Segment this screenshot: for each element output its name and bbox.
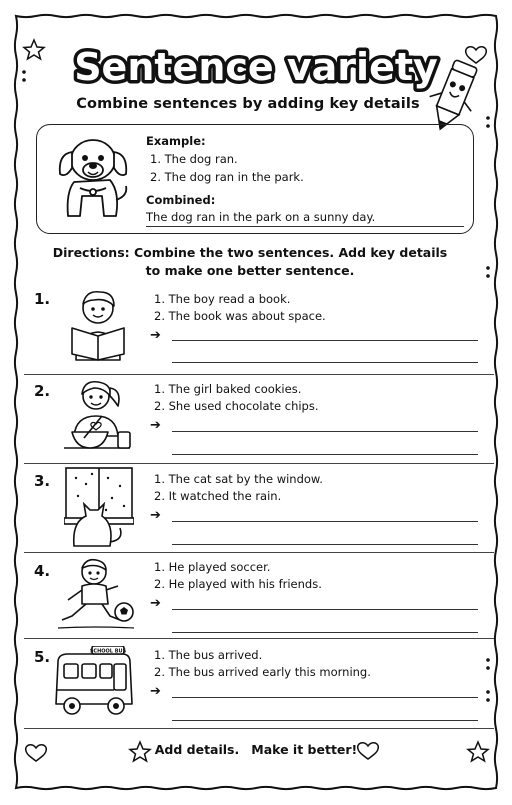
sentence-1: 1. He played soccer. bbox=[154, 560, 271, 574]
answer-line[interactable] bbox=[172, 720, 478, 721]
item-number: 3. bbox=[34, 472, 51, 490]
answer-line[interactable] bbox=[172, 544, 478, 545]
example-sentence-1: 1. The dog ran. bbox=[150, 152, 238, 166]
answer-line[interactable] bbox=[172, 521, 478, 522]
sentence-2: 2. She used chocolate chips. bbox=[154, 399, 319, 413]
dog-icon bbox=[52, 130, 134, 226]
answer-line[interactable] bbox=[172, 697, 478, 698]
sentence-1: 1. The boy read a book. bbox=[154, 292, 291, 306]
exercise-item bbox=[24, 642, 490, 730]
section-divider bbox=[24, 638, 494, 639]
combined-underline bbox=[146, 226, 464, 227]
sentence-2: 2. The book was about space. bbox=[154, 309, 326, 323]
exercise-item bbox=[24, 284, 490, 376]
subtitle: Combine sentences by adding key details bbox=[76, 96, 420, 112]
item-number: 2. bbox=[34, 382, 51, 400]
section-divider bbox=[24, 374, 494, 375]
sentence-1: 1. The bus arrived. bbox=[154, 648, 263, 662]
example-sentence-2: 2. The dog ran in the park. bbox=[150, 170, 304, 184]
bus-sign: SCHOOL BUS bbox=[89, 648, 127, 655]
section-divider bbox=[24, 552, 494, 553]
footer bbox=[0, 742, 512, 757]
sentence-2: 2. He played with his friends. bbox=[154, 577, 322, 591]
item-number: 5. bbox=[34, 648, 51, 666]
sentence-2: 2. The bus arrived early this morning. bbox=[154, 665, 371, 679]
boy-reading-book-icon bbox=[64, 284, 132, 362]
footer-text-1: Add details. bbox=[154, 742, 240, 757]
exercise-item bbox=[24, 376, 490, 464]
svg-text:Sentence variety: Sentence variety bbox=[74, 45, 438, 89]
answer-line[interactable] bbox=[172, 454, 478, 455]
answer-line[interactable] bbox=[172, 431, 478, 432]
boy-kicking-soccer-ball-icon bbox=[54, 556, 138, 632]
footer-text-2: Make it better! bbox=[251, 742, 358, 757]
example-label: Example: bbox=[146, 134, 206, 148]
school-bus-icon bbox=[52, 646, 136, 718]
exercise-item bbox=[24, 556, 490, 638]
section-divider bbox=[24, 463, 494, 464]
girl-baking-icon bbox=[60, 376, 136, 456]
arrow-icon: ➔ bbox=[150, 596, 161, 611]
answer-line[interactable] bbox=[172, 362, 478, 363]
directions-line-2: to make one better sentence. bbox=[145, 263, 355, 278]
answer-line[interactable] bbox=[172, 340, 478, 341]
exercise-item bbox=[24, 466, 490, 554]
sentence-2: 2. It watched the rain. bbox=[154, 489, 282, 503]
answer-line[interactable] bbox=[172, 609, 478, 610]
section-divider bbox=[24, 728, 494, 729]
page-title bbox=[40, 38, 472, 94]
answer-line[interactable] bbox=[172, 632, 478, 633]
item-number: 1. bbox=[34, 290, 51, 308]
arrow-icon: ➔ bbox=[150, 684, 161, 699]
arrow-icon: ➔ bbox=[150, 328, 161, 343]
arrow-icon: ➔ bbox=[150, 418, 161, 433]
sentence-1: 1. The cat sat by the window. bbox=[154, 472, 323, 486]
directions-line-1: Directions: Combine the two sentences. Add key details bbox=[52, 245, 448, 260]
cat-at-rainy-window-icon bbox=[64, 466, 134, 548]
arrow-icon: ➔ bbox=[150, 508, 161, 523]
sentence-1: 1. The girl baked cookies. bbox=[154, 382, 302, 396]
combined-label: Combined: bbox=[146, 193, 216, 207]
item-number: 4. bbox=[34, 562, 51, 580]
combined-text: The dog ran in the park on a sunny day. bbox=[146, 210, 376, 224]
